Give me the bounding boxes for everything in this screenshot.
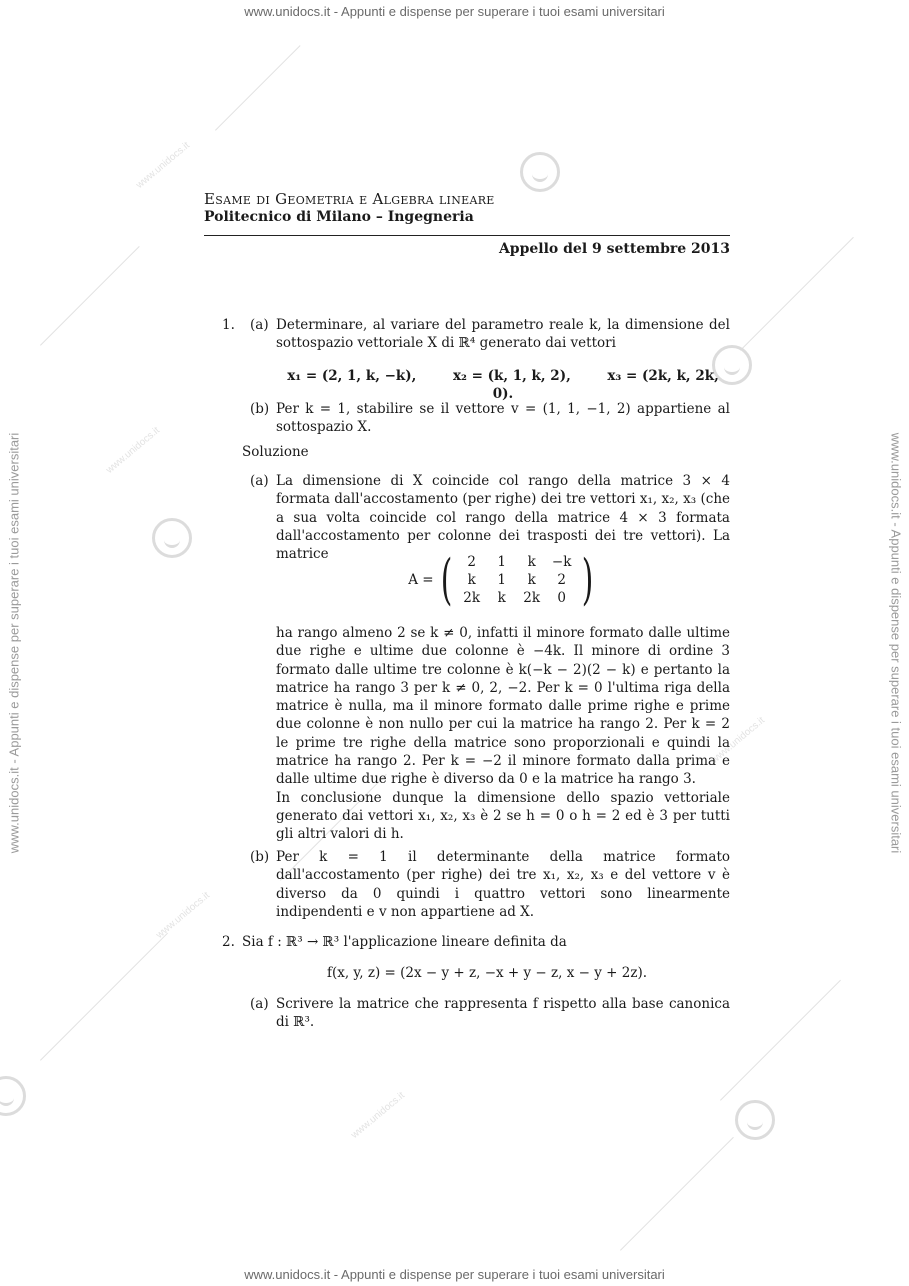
vectors-line	[204, 367, 730, 404]
problem-1a-text: Determinare, al variare del parametro reale k, la dimensione del sottospazio vettoriale X di ℝ⁴ generato dai vettori	[276, 317, 730, 352]
solution-1a-text2: ha rango almeno 2 se k ≠ 0, infatti il minore formato dalle ultime due righe e ultime due colonne è −4k. Il minore di ordine 3 formato dalle ultime tre colonne è k(−k − 2)(2 − k) e pertanto la matrice ha rango 3 per k ≠ 0, 2, −2. Per k = 0 l'ultima riga della matrice è nulla, ma il minore formato dalle prime righe e prime due colonne è non nullo per cui la matrice ha rango 2. Per k = 2 le prime tre righe della matrice sono proporzionali e quindi la matrice ha rango 2. Per k = −2 il minore formato dalla prima e dalle ultime due righe è diverso da 0 e la matrice ha rango 3.	[276, 625, 730, 788]
watermark-logo-icon	[152, 518, 192, 558]
matrix-grid	[457, 553, 577, 607]
document-page	[204, 190, 730, 1031]
left-paren: (	[440, 548, 452, 611]
matrix-A	[436, 548, 598, 611]
watermark-line	[740, 237, 854, 351]
watermark-line	[40, 246, 140, 346]
watermark-line	[720, 980, 841, 1101]
exam-session: Appello del 9 settembre 2013	[498, 240, 730, 257]
right-paren: )	[581, 548, 594, 611]
watermark-logo-icon	[520, 152, 560, 192]
watermark-line	[620, 1137, 734, 1251]
watermark-line	[40, 933, 168, 1061]
matrix-cell: 0	[557, 590, 566, 606]
part-label: (b)	[250, 849, 270, 865]
solution-1b-text: Per k = 1 il determinante della matrice formato dall'accostamento (per righe) dei tre x₁, x₂, x₃ e del vettore v è diverso da 0 quindi i quattro vettori sono linearmente indipendenti e v non appartiene ad X.	[276, 849, 730, 920]
matrix-name: A =	[408, 571, 434, 588]
watermark-logo-icon	[735, 1100, 775, 1140]
solution-1a-text: La dimensione di X coincide col rango della matrice 3 × 4 formata dall'accostamento (per righe) dei tre vettori x₁, x₂, x₃ (che a sua volta coincide col rango della matrice 4 × 3 formata dall'accostamento per colonne dei trasposti dei tre vettori). La matrice	[276, 473, 730, 563]
matrix-cell: 2	[467, 554, 476, 570]
header-rule	[204, 235, 730, 236]
watermark-small-text: www.unidocs.it	[154, 890, 212, 941]
problem-number: 2.	[222, 934, 235, 950]
part-label: (a)	[250, 317, 269, 333]
problem-2-intro: Sia f : ℝ³ → ℝ³ l'applicazione lineare definita da	[242, 934, 567, 950]
solution-1a-continued	[204, 624, 730, 844]
watermark-small-text: www.unidocs.it	[349, 1090, 407, 1141]
watermark-side-right: www.unidocs.it - Appunti e dispense per superare i tuoi esami universitari	[888, 432, 904, 854]
part-label: (a)	[250, 473, 269, 489]
watermark-banner-bottom: www.unidocs.it - Appunti e dispense per superare i tuoi esami universitari	[244, 1267, 665, 1282]
matrix-cell: −k	[551, 554, 572, 570]
part-label: (a)	[250, 996, 269, 1012]
problem-number: 1.	[222, 317, 235, 333]
watermark-small-text: www.unidocs.it	[709, 715, 767, 766]
solution-1a-conclusion: In conclusione dunque la dimensione dello spazio vettoriale generato dai vettori x₁, x₂, x₃ è 2 se h = 0 o h = 2 ed è 3 per tutti gli altri valori di h.	[276, 789, 730, 843]
solution-label: Soluzione	[242, 444, 309, 460]
watermark-side-left: www.unidocs.it - Appunti e dispense per superare i tuoi esami universitari	[6, 432, 22, 854]
problem-1b	[204, 400, 730, 437]
problem-2a	[204, 995, 730, 1032]
matrix-cell: 1	[497, 554, 506, 570]
vector-x1: x₁ = (2, 1, k, −k),	[287, 368, 417, 384]
matrix-cell: k	[527, 554, 536, 570]
matrix-cell: k	[497, 590, 506, 606]
solution-1b	[204, 848, 730, 921]
watermark-line	[215, 45, 301, 131]
watermark-banner-top: www.unidocs.it - Appunti e dispense per superare i tuoi esami universitari	[244, 4, 665, 19]
matrix-cell: 2	[557, 572, 566, 588]
watermark-logo-icon	[0, 1076, 26, 1116]
vector-x3: x₃ = (2k, k, 2k, 0).	[492, 368, 719, 403]
matrix-cell: 2k	[463, 590, 481, 606]
matrix-cell: k	[467, 572, 476, 588]
watermark-small-text: www.unidocs.it	[104, 425, 162, 476]
exam-institution: Politecnico di Milano – Ingegneria	[204, 209, 474, 226]
vector-x2: x₂ = (k, 1, k, 2),	[452, 368, 571, 384]
exam-title: Esame di Geometria e Algebra lineare	[204, 190, 495, 208]
matrix-cell: 2k	[523, 590, 541, 606]
problem-2-formula: f(x, y, z) = (2x − y + z, −x + y − z, x − y + 2z).	[326, 965, 648, 981]
problem-1	[204, 316, 730, 353]
problem-2a-text: Scrivere la matrice che rappresenta f rispetto alla base canonica di ℝ³.	[276, 996, 730, 1031]
problem-1b-text: Per k = 1, stabilire se il vettore v = (1, 1, −1, 2) appartiene al sottospazio X.	[276, 401, 730, 436]
solution-1a	[204, 472, 730, 563]
matrix-cell: k	[527, 572, 536, 588]
part-label: (b)	[250, 401, 270, 417]
matrix-block	[204, 548, 730, 611]
watermark-small-text: www.unidocs.it	[134, 140, 192, 191]
problem-2	[204, 933, 730, 951]
matrix-cell: 1	[497, 572, 506, 588]
